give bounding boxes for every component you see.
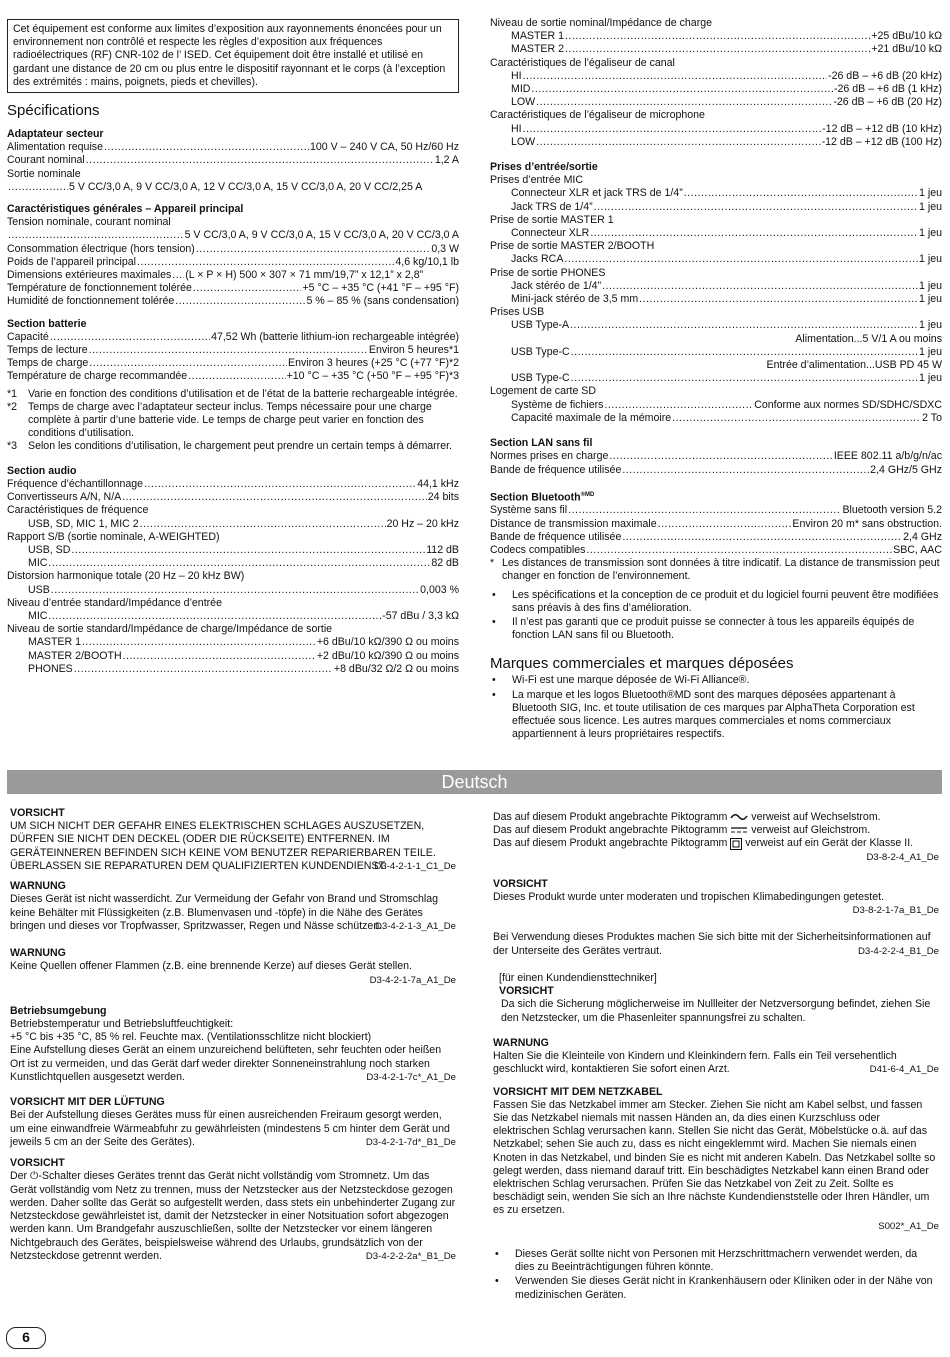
block-heading: VORSICHT MIT DER LÜFTUNG (10, 1096, 165, 1109)
spec-row: MASTER 1 ..... +6 dBu/10 kΩ/390 Ω ou moins (7, 636, 459, 649)
block-text: Betriebstemperatur und Betriebsluftfeuchtigkeit: +5 °C bis +35 °C, 85 % rel. Feuchte max. (Ventilationsschlitze nicht blockiert) Eine Aufstellung dieses Gerät an einem unzureichend belüfteten, sehr feuchten oder heißen Ort ist zu vermeiden, und das Gerät darf weder direkter Sonneneinstrahlung noch starken Kunstlichtquellen ausgesetzt werden. (10, 1018, 442, 1083)
spec-row: Convertisseurs A/N, N/A ..... 24 bits (7, 491, 459, 504)
lan-heading: Section LAN sans fil (490, 437, 593, 450)
spec-row: USB Type-C ..... 1 jeu (490, 346, 942, 359)
spec-label: Prise de sortie PHONES (490, 266, 606, 279)
spec-row: Jack TRS de 1/4” ..... 1 jeu (490, 201, 942, 214)
spec-row: HI ..... -12 dB – +12 dB (10 kHz) (490, 123, 942, 136)
footnote: *2 Temps de charge avec l’adaptateur secteur inclus. Temps nécessaire pour une charge complète à partir d’une batterie vide. Le temps de charge peut varier en fonction des conditions d’utilisation. (7, 400, 432, 440)
fr-right-column (490, 17, 942, 741)
spec-row: Connecteur XLR ..... 1 jeu (490, 227, 942, 240)
block-code: D3-8-2-4_A1_De (866, 851, 939, 863)
spec-row: Bande de fréquence utilisée ..... 2,4 GHz/5 GHz (490, 464, 942, 477)
block-heading: WARNUNG (493, 1036, 549, 1049)
spec-detail: Entrée d’alimentation...USB PD 45 W (766, 359, 942, 372)
spec-row: Normes prises en charge ..... IEEE 802.11 a/b/g/n/ac (490, 450, 942, 463)
spec-label: Distorsion harmonique totale (20 Hz – 20 kHz BW) (7, 570, 245, 583)
dc-symbol-icon (730, 826, 748, 834)
spec-detail: Alimentation...5 V/1 A ou moins (795, 332, 942, 345)
block-heading: WARNUNG (10, 947, 66, 960)
spec-row: Système sans fil ..... Bluetooth version 5.2 (490, 504, 942, 517)
spec-row: Fréquence d’échantillonnage ..... 44,1 kHz (7, 478, 459, 491)
warning-block (10, 880, 456, 933)
bluetooth-heading: Section Bluetooth$^{®MD}$ (490, 491, 595, 504)
footnote: *3 Selon les conditions d’utilisation, le chargement peut prendre un certain temps à démarrer. (7, 440, 452, 453)
block-heading: VORSICHT MIT DEM NETZKABEL (493, 1085, 663, 1098)
spec-row: Alimentation requise ..... 100 V – 240 V CA, 50 Hz/60 Hz (7, 141, 459, 154)
spec-row: Mini-jack stéréo de 3,5 mm ..... 1 jeu (490, 293, 942, 306)
block-code: D3-4-2-1-3_A1_De (374, 921, 456, 933)
spec-label: Niveau d’entrée standard/Impédance d’entrée (7, 596, 222, 609)
spec-row: MID ..... -26 dB – +6 dB (1 kHz) (490, 83, 942, 96)
spec-label: Prise de sortie MASTER 1 (490, 213, 614, 226)
general-heading: Caractéristiques générales – Appareil principal (7, 203, 244, 216)
spec-label: Caractéristiques de l’égaliseur de canal (490, 56, 675, 69)
block-text: Bei der Aufstellung dieses Gerätes muss für einen ausreichenden Freiraum gesorgt werden, um eine einwandfreie Wärmeabfuhr zu gewährleisten (mindestens 5 cm hinter dem Gerät und jeweils 5 cm an der Seite des Gerätes). (10, 1109, 450, 1148)
trademarks-title: Marques commerciales et marques déposées (490, 655, 794, 673)
spec-row: Dimensions extérieures maximales ..... (L × P × H) 500 × 307 × 71 mm/19,7” x 12,1” x 2,8” (7, 269, 459, 282)
block-code: D3-4-2-1-7d*_B1_De (365, 1137, 456, 1149)
spec-row: Système de fichiers ..... Conforme aux normes SD/SDHC/SDXC (490, 399, 942, 412)
warning-block (10, 807, 456, 873)
adapter-heading: Adaptateur secteur (7, 128, 104, 141)
spec-row: Temps de lecture ..... Environ 5 heures*1 (7, 344, 459, 357)
spec-label: Caractéristiques de fréquence (7, 504, 149, 517)
spec-row: Capacité ..... 47,52 Wh (batterie lithium-ion rechargeable intégrée) (7, 331, 459, 344)
block-code: D3-4-2-1-1_C1_De (374, 861, 456, 873)
pictogram-line: Das auf diesem Produkt angebrachte Piktogramm verweist auf ein Gerät der Klasse II. (493, 837, 914, 850)
class-ii-symbol-icon (730, 838, 742, 850)
spec-row: Capacité maximale de la mémoire ..... 2 To (490, 412, 942, 425)
block-code: D41-6-4_A1_De (869, 1064, 939, 1076)
info-block (493, 931, 939, 958)
block-heading: Betriebsumgebung (10, 1004, 107, 1017)
io-heading: Prises d’entrée/sortie (490, 161, 598, 174)
spec-row: MASTER 2/BOOTH ..... +2 dBu/10 kΩ/390 Ω ou moins (7, 650, 459, 663)
block-text: Bei Verwendung dieses Produktes machen Sie sich bitte mit der Sicherheitsinformationen auf der Unterseite des Gerätes vertraut. (493, 931, 931, 957)
spec-row: LOW ..... -26 dB – +6 dB (20 Hz) (490, 96, 942, 109)
spec-row: Connecteur XLR et jack TRS de 1/4” ..... 1 jeu (490, 187, 942, 200)
spec-row: ..... 5 V CC/3,0 A, 9 V CC/3,0 A, 15 V CC/3,0 A, 20 V CC/3,0 A (7, 229, 459, 242)
block-code: D3-4-2-1-7a_A1_De (369, 974, 456, 986)
spec-row: MIC ..... -57 dBu / 3,3 kΩ (7, 610, 459, 623)
spec-label: Niveau de sortie nominal/Impédance de charge (490, 17, 713, 29)
footnote: * Les distances de transmission sont données à titre indicatif. La distance de transmission peut changer en fonction de l’environnement. (490, 557, 940, 583)
warning-block (10, 1005, 456, 1084)
service-block (493, 972, 939, 1025)
spec-row: USB ..... 0,003 % (7, 584, 459, 597)
spec-row: MIC ..... 82 dB (7, 557, 459, 570)
block-text: Dieses Produkt wurde unter moderaten und tropischen Klimabedingungen getestet. (493, 891, 885, 904)
block-heading: VORSICHT (10, 1157, 65, 1170)
block-text: Fassen Sie das Netzkabel immer am Stecker. Ziehen Sie nicht am Kabel selbst, und fassen Sie das Netzkabel niemals mit nassen Händen an, da dies einen Kurzschluss oder elektrischen Schlag verursachen kann. Stellen Sie nicht das Gerät, Möbelstücke o.ä. auf das Netzkabel; sehen Sie auch zu, dass es nicht eingeklemmt wird. Machen Sie niemals einen Knoten in das Netzkabel, und binden Sie es nicht mit anderen Kabeln. Das Netzkabel sollte so gelegt werden, dass niemand darauf tritt. Ein beschädigtes Netzkabel kann einen Brand oder elektrischen Schlag verursachen. Prüfen Sie das Netzkabel von Zeit zu Zeit. Sollte es beschädigt sein, wenden Sie sich an Ihre nächste Kundendienststelle oder Ihren Händler, um es zu ersetzen. (493, 1098, 936, 1217)
battery-heading: Section batterie (7, 317, 87, 330)
spec-row: Codecs compatibles ..... SBC, AAC (490, 544, 942, 557)
spec-row: Consommation électrique (hors tension) ..... 0,3 W (7, 243, 459, 256)
spec-label: Sortie nominale (7, 167, 81, 180)
bullet-item: • La marque et les logos Bluetooth®MD sont des marques déposées appartenant à Bluetooth SIG, Inc. et toute utilisation de ces marques par AlphaTheta Corporation est effectuée sous licence. Les autres marques commerciales et noms commerciaux appartiennent à leurs propriétaires respectifs. (492, 688, 915, 741)
spec-row: Poids de l’appareil principal ..... 4,6 kg/10,1 lb (7, 256, 459, 269)
spec-row: Temps de charge ..... Environ 3 heures (+25 °C (+77 °F)*2 (7, 357, 459, 370)
spec-label: Prise de sortie MASTER 2/BOOTH (490, 240, 655, 253)
bullet-item: • Verwenden Sie dieses Gerät nicht in Krankenhäusern oder Kliniken oder in der Nähe von medizinischen Geräten. (495, 1275, 933, 1301)
spec-row: USB Type-A ..... 1 jeu (490, 319, 942, 332)
spec-row: Jack stéréo de 1/4” ..... 1 jeu (490, 280, 942, 293)
warning-block (493, 878, 939, 918)
block-heading: VORSICHT (493, 877, 548, 890)
block-code: D3-4-2-2-2a*_B1_De (365, 1250, 456, 1262)
pictogram-line: Das auf diesem Produkt angebrachte Piktogramm verweist auf Gleichstrom. (493, 824, 871, 837)
spec-row: Courant nominal ..... 1,2 A (7, 154, 459, 167)
block-pre: [für einen Kundendiensttechniker] (499, 972, 657, 985)
de-right-column (493, 811, 939, 1302)
block-text: Halten Sie die Kleinteile von Kindern und Kleinkindern fern. Falls ein Teil versehentlich geschluckt wird, kontaktieren Sie sofort einen Arzt. (493, 1050, 897, 1076)
spec-label: Niveau de sortie standard/Impédance de charge/Impédance de sortie (7, 623, 333, 636)
bullet-item: • Les spécifications et la conception de ce produit et du logiciel fourni peuvent être modifiées sans préavis à des fins d’amélioration. (492, 588, 939, 614)
spec-row: PHONES ..... +8 dBu/32 Ω/2 Ω ou moins (7, 663, 459, 676)
spec-row: USB Type-C ..... 1 jeu (490, 372, 942, 385)
warning-block (493, 1086, 939, 1233)
spec-row: ..... 5 V CC/3,0 A, 9 V CC/3,0 A, 12 V CC/3,0 A, 15 V CC/3,0 A, 20 V CC/2,25 A (7, 181, 459, 194)
block-text: Der ⏻-Schalter dieses Gerätes trennt das Gerät nicht vollständig vom Stromnetz. Um das Gerät vollständig vom Netz zu trennen, muss der Netzstecker aus der Netzsteckdose gezogen werden. Daher sollte das Gerät so aufgestellt werden, dass stets ein unbehinderter Zugang zur Netzsteckdose gewährleistet ist, damit der Netzstecker in einer Notsituation sofort abgezogen werden kann. Um Brandgefahr auszuschließen, sollte der Netzstecker vor einem längeren Nichtgebrauch des Gerätes, beispielsweise während des Urlaubs, grundsätzlich von der Netzsteckdose getrennt werden. (10, 1170, 456, 1262)
spec-label: Prises d’entrée MIC (490, 174, 584, 187)
spec-row: Distance de transmission maximale ..... Environ 20 m* sans obstruction. (490, 518, 942, 531)
block-heading: WARNUNG (10, 880, 66, 893)
spec-row: Température de fonctionnement tolérée ..... +5 °C – +35 °C (+41 °F – +95 °F) (7, 282, 459, 295)
rf-exposure-notice (7, 19, 459, 93)
spec-row: USB, SD, MIC 1, MIC 2 ..... 20 Hz – 20 kHz (7, 518, 459, 531)
block-text: Da sich die Sicherung möglicherweise im Nullleiter der Netzversorgung befindet, ziehen Sie den Netzstecker, um die Phasenleiter spannungsfrei zu schalten. (501, 998, 931, 1024)
audio-heading: Section audio (7, 464, 77, 477)
block-text: Keine Quellen offener Flammen (z.B. eine brennende Kerze) auf dieses Gerät stellen. (10, 960, 413, 973)
block-code: D3-4-2-2-4_B1_De (857, 945, 939, 957)
spec-label: Logement de carte SD (490, 385, 596, 398)
block-heading: VORSICHT (499, 985, 554, 998)
pictogram-line: Das auf diesem Produkt angebrachte Piktogramm verweist auf Wechselstrom. (493, 811, 881, 823)
de-left-column (10, 807, 456, 1263)
warning-block (493, 1037, 939, 1077)
page-number: 6 (6, 1327, 46, 1349)
spec-label: Caractéristiques de l’égaliseur de microphone (490, 109, 705, 122)
block-code: D3-4-2-1-7c*_A1_De (366, 1072, 456, 1084)
rf-exposure-text: Cet équipement est conforme aux limites d’exposition aux rayonnements énoncées pour un environnement non contrôlé et respecte les règles d’exposition aux fréquences radioélectriques (RF) CNR-102 de l’ ISED. Cet équipement doit être installé et utilisé en gardant une distance de 20 cm ou plus entre le dispositif rayonnant et le corps (à l’exception des extrémités : mains, poignets, pieds et chevilles). (13, 23, 446, 88)
spec-row: Humidité de fonctionnement tolérée ..... 5 % – 85 % (sans condensation) (7, 295, 459, 308)
spec-row: HI ..... -26 dB – +6 dB (20 kHz) (490, 70, 942, 83)
footnote: *1 Varie en fonction des conditions d’utilisation et de l’état de la batterie rechargeable intégrée. (7, 387, 458, 400)
bullet-item: • Dieses Gerät sollte nicht von Personen mit Herzschrittmachern verwendet werden, da dies zu Beeinträchtigungen führen könnte. (495, 1247, 918, 1274)
spec-row: Jacks RCA ..... 1 jeu (490, 253, 942, 266)
block-text: Dieses Gerät ist nicht wasserdicht. Zur Vermeidung der Gefahr von Brand und Stromschlag keine Behälter mit Flüssigkeiten (z.B. Blumenvasen und -töpfe) in die Nähe des Gerätes bringen und dieses vor Tropfwasser, Spritzwasser, Regen und Nässe schützen. (10, 893, 439, 932)
fr-left-column (7, 19, 459, 676)
ac-symbol-icon (730, 813, 748, 821)
bullet-item: • Il n’est pas garanti que ce produit puisse se connecter à tous les appareils équipés de fonction LAN sans fil ou Bluetooth. (492, 616, 915, 642)
block-text: UM SICH NICHT DER GEFAHR EINES ELEKTRISCHEN SCHLAGES AUSZUSETZEN, DÜRFEN SIE NICHT DEN DECKEL (ODER DIE RÜCKSEITE) ENTFERNEN. IM GERÄTEINNEREN BEFINDEN SICH KEINE VOM BENUTZER REPARIERBAREN TEILE. ÜBERLASSEN SIE REPARATUREN DEM QUALIFIZIERTEN KUNDENDIENST. (10, 820, 436, 872)
warning-block (10, 947, 456, 987)
spec-row: LOW ..... -12 dB – +12 dB (100 Hz) (490, 136, 942, 149)
block-code: D3-8-2-1-7a_B1_De (852, 905, 939, 917)
block-code: S002*_A1_De (878, 1220, 939, 1232)
warning-block (10, 1157, 456, 1263)
spec-row: MASTER 2 ..... +21 dBu/10 kΩ (490, 43, 942, 56)
spec-row: USB, SD ..... 112 dB (7, 544, 459, 557)
spec-title: Spécifications (7, 102, 100, 120)
spec-label: Tension nominale, courant nominal (7, 216, 171, 229)
spec-row: MASTER 1 ..... +25 dBu/10 kΩ (490, 30, 942, 43)
block-heading: VORSICHT (10, 807, 65, 819)
warning-block (10, 1096, 456, 1149)
spec-row: Température de charge recommandée ..... +10 °C – +35 °C (+50 °F – +95 °F)*3 (7, 370, 459, 383)
section-banner-deutsch: Deutsch (7, 770, 942, 794)
spec-label: Prises USB (490, 306, 545, 319)
bullet-item: • Wi-Fi est une marque déposée de Wi-Fi Alliance®. (492, 674, 750, 687)
spec-label: Rapport S/B (sortie nominale, A-WEIGHTED) (7, 530, 220, 543)
spec-row: Bande de fréquence utilisée ..... 2,4 GHz (490, 531, 942, 544)
